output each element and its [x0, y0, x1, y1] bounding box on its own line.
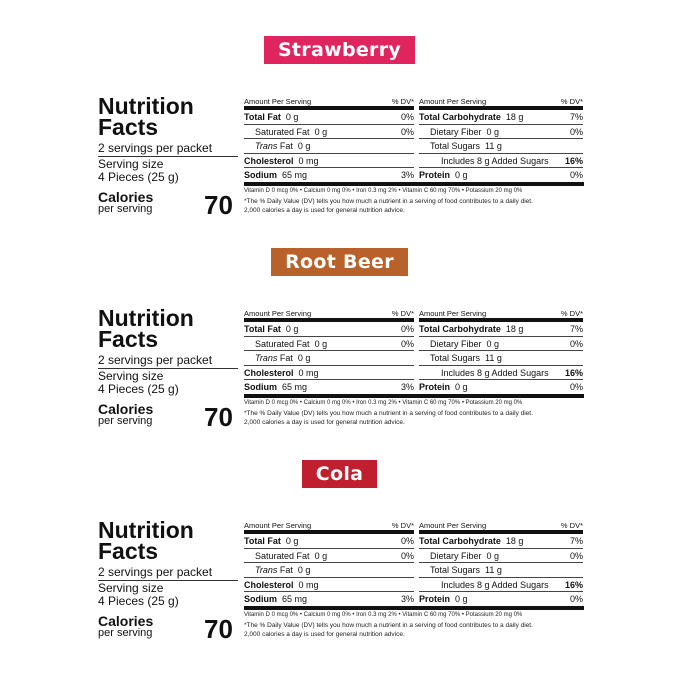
nutrient-table-left	[244, 308, 414, 394]
nutrient-amount: 0 mg	[298, 579, 319, 590]
row-total-fat	[244, 534, 414, 549]
row-total-fat	[244, 322, 414, 337]
row-total-carbohydrate	[419, 110, 583, 125]
row-trans-fat	[244, 351, 414, 366]
nutrient-amount: 0 g	[486, 126, 500, 137]
nutrition-facts-panel	[98, 517, 584, 648]
nutrient-name: Total Carbohydrate	[419, 112, 501, 122]
nutrient-name: Saturated Fat	[255, 338, 310, 349]
nutrient-dv: 0%	[569, 550, 583, 561]
row-total-sugars	[419, 351, 583, 366]
footnote-line2: 2,000 calories a day is used for general nutrition advice.	[244, 419, 405, 426]
nutrient-dv: 0%	[569, 382, 583, 392]
row-dietary-fiber	[419, 549, 583, 564]
nutrient-amount: 0 g	[285, 324, 299, 334]
nutrient-table-right	[419, 520, 583, 606]
nutrient-amount: 0 g	[486, 550, 500, 561]
row-total-fat	[244, 110, 414, 125]
nutrient-name: Total Sugars	[430, 353, 481, 363]
row-trans-fat	[244, 563, 414, 578]
nutrient-amount: 18 g	[505, 324, 524, 334]
amount-per-serving-label: Amount Per Serving	[244, 521, 312, 530]
row-protein	[419, 168, 583, 182]
nutrient-dv: 0%	[400, 536, 414, 546]
nutrient-name-italic: Trans	[255, 141, 278, 151]
footnote-line1: *The % Daily Value (DV) tells you how much a nutrient in a serving of food contributes to a daily diet.	[244, 410, 533, 417]
vitamins-minerals-line: Vitamin D 0 mcg 0% • Calcium 0 mg 0% • Iron 0.3 mg 2% • Vitamin C 60 mg 70% • Potassium 20 mg 0%	[244, 188, 523, 194]
nutrient-amount: 0 g	[455, 170, 468, 180]
flavor-title: Root Beer	[271, 248, 408, 276]
nutrient-name-italic: Trans	[255, 565, 278, 575]
calories-label: Calories	[98, 401, 154, 417]
row-protein	[419, 380, 583, 394]
nutrient-name: Dietary Fiber	[430, 126, 482, 137]
row-trans-fat	[244, 139, 414, 154]
nutrient-name: Dietary Fiber	[430, 338, 482, 349]
nutrition-facts-panel	[98, 93, 584, 224]
nutrient-dv: 0%	[400, 112, 414, 122]
nutrient-dv: 0%	[400, 550, 414, 561]
calories-value: 70	[204, 402, 233, 432]
nutrient-name: Saturated Fat	[255, 126, 310, 137]
nutrient-amount: 0 g	[314, 338, 328, 349]
nutrient-name: Cholesterol	[244, 155, 294, 166]
nutrient-name: Total Fat	[244, 112, 281, 122]
nutrient-dv: 16%	[564, 579, 583, 590]
nutrient-name: Dietary Fiber	[430, 550, 482, 561]
calories-label: Calories	[98, 613, 154, 629]
serving-size-value: 4 Pieces (25 g)	[98, 594, 179, 608]
footnote-line2: 2,000 calories a day is used for general nutrition advice.	[244, 631, 405, 638]
nutrient-dv: 0%	[569, 338, 583, 349]
nutrient-amount: 11 g	[485, 565, 502, 575]
nutrient-amount: 0 g	[455, 594, 468, 604]
daily-value-footnote	[244, 409, 584, 427]
row-total-sugars	[419, 139, 583, 154]
row-saturated-fat	[244, 549, 414, 564]
nutrient-amount: 18 g	[505, 112, 524, 122]
nutrient-name: Sodium	[244, 594, 277, 604]
nutrient-name: Total Fat	[244, 536, 281, 546]
nutrient-name: Sodium	[244, 170, 277, 180]
row-total-sugars	[419, 563, 583, 578]
row-total-carbohydrate	[419, 322, 583, 337]
nutrient-amount: 11 g	[485, 141, 502, 151]
nutrient-dv: 0%	[569, 126, 583, 137]
row-protein	[419, 592, 583, 606]
row-added-sugars	[419, 578, 583, 593]
table-header	[244, 96, 414, 110]
calories-label: Calories	[98, 189, 154, 205]
nutrient-name: Total Carbohydrate	[419, 536, 501, 546]
nutrient-name: Fat	[279, 565, 293, 575]
nutrient-amount: 0 g	[285, 536, 299, 546]
nutrient-dv: 7%	[569, 112, 583, 122]
dv-header: % DV*	[391, 309, 414, 318]
nutrient-name: Sodium	[244, 382, 277, 392]
serving-size-value: 4 Pieces (25 g)	[98, 170, 179, 184]
row-cholesterol	[244, 578, 414, 593]
table-header	[419, 308, 583, 322]
title-line1: Nutrition	[98, 93, 194, 119]
flavor-title: Cola	[302, 460, 378, 488]
table-header	[244, 520, 414, 534]
nutrient-dv: 0%	[400, 338, 414, 349]
nutrient-dv: 3%	[400, 382, 414, 392]
nutrient-dv: 16%	[564, 155, 583, 166]
amount-per-serving-label: Amount Per Serving	[419, 521, 487, 530]
dv-header: % DV*	[560, 97, 583, 106]
row-total-carbohydrate	[419, 534, 583, 549]
row-cholesterol	[244, 366, 414, 381]
nutrient-dv: 0%	[569, 594, 583, 604]
nutrient-amount: 0 g	[297, 141, 311, 151]
amount-per-serving-label: Amount Per Serving	[419, 97, 487, 106]
nutrient-name: Fat	[279, 353, 293, 363]
nutrient-amount: 0 g	[455, 382, 468, 392]
title-line2: Facts	[98, 538, 159, 564]
nutrient-dv: 0%	[400, 324, 414, 334]
nutrient-name: Protein	[419, 170, 451, 180]
table-header	[419, 520, 583, 534]
nutrient-amount: 18 g	[505, 536, 524, 546]
nutrient-dv: 0%	[569, 170, 583, 180]
row-sodium	[244, 168, 414, 182]
flavor-title: Strawberry	[264, 36, 415, 64]
nutrient-name: Includes 8 g Added Sugars	[441, 155, 549, 166]
row-added-sugars	[419, 366, 583, 381]
nutrition-facts-title	[98, 93, 194, 140]
dv-header: % DV*	[560, 309, 583, 318]
nutrient-amount: 0 g	[297, 353, 311, 363]
nutrient-table-left	[244, 520, 414, 606]
nutrient-amount: 65 mg	[282, 170, 308, 180]
row-cholesterol	[244, 154, 414, 169]
nutrient-name: Includes 8 g Added Sugars	[441, 579, 549, 590]
nutrient-amount: 65 mg	[282, 382, 308, 392]
row-saturated-fat	[244, 125, 414, 140]
per-serving-label: per serving	[98, 203, 153, 215]
thick-divider	[244, 182, 584, 186]
nutrient-amount: 0 g	[486, 338, 500, 349]
nutrient-amount: 0 g	[285, 112, 299, 122]
title-line2: Facts	[98, 326, 159, 352]
title-line2: Facts	[98, 114, 159, 140]
nutrient-name: Includes 8 g Added Sugars	[441, 367, 549, 378]
vitamins-minerals-line: Vitamin D 0 mcg 0% • Calcium 0 mg 0% • Iron 0.3 mg 2% • Vitamin C 60 mg 70% • Potassium 20 mg 0%	[244, 612, 523, 618]
row-saturated-fat	[244, 337, 414, 352]
table-header	[244, 308, 414, 322]
row-dietary-fiber	[419, 125, 583, 140]
footnote-line2: 2,000 calories a day is used for general nutrition advice.	[244, 207, 405, 214]
nutrient-amount: 0 g	[314, 550, 328, 561]
nutrient-name: Total Sugars	[430, 565, 481, 575]
nutrient-name-italic: Trans	[255, 353, 278, 363]
daily-value-footnote	[244, 197, 584, 215]
footnote-line1: *The % Daily Value (DV) tells you how much a nutrient in a serving of food contributes to a daily diet.	[244, 622, 533, 629]
flavor-banner-3	[0, 460, 679, 488]
nutrient-dv: 16%	[564, 367, 583, 378]
table-header	[419, 96, 583, 110]
nutrient-dv: 7%	[569, 536, 583, 546]
row-dietary-fiber	[419, 337, 583, 352]
row-sodium	[244, 380, 414, 394]
nutrition-facts-title	[98, 305, 194, 352]
calories-value: 70	[204, 190, 233, 220]
nutrient-name: Protein	[419, 594, 451, 604]
serving-size-label: Serving size	[98, 581, 164, 595]
row-sodium	[244, 592, 414, 606]
daily-value-footnote	[244, 621, 584, 639]
amount-per-serving-label: Amount Per Serving	[244, 97, 312, 106]
dv-header: % DV*	[391, 97, 414, 106]
servings-per-packet: 2 servings per packet	[98, 353, 213, 367]
flavor-banner-1	[0, 36, 679, 64]
nutrient-dv: 3%	[400, 594, 414, 604]
per-serving-label: per serving	[98, 415, 153, 427]
nutrient-amount: 0 g	[314, 126, 328, 137]
thick-divider	[244, 394, 584, 398]
nutrient-name: Protein	[419, 382, 451, 392]
thick-divider	[244, 606, 584, 610]
title-line1: Nutrition	[98, 517, 194, 543]
vitamins-minerals-line: Vitamin D 0 mcg 0% • Calcium 0 mg 0% • Iron 0.3 mg 2% • Vitamin C 60 mg 70% • Potassium 20 mg 0%	[244, 400, 523, 406]
nutrient-amount: 65 mg	[282, 594, 308, 604]
servings-per-packet: 2 servings per packet	[98, 565, 213, 579]
dv-header: % DV*	[560, 521, 583, 530]
footnote-line1: *The % Daily Value (DV) tells you how much a nutrient in a serving of food contributes to a daily diet.	[244, 198, 533, 205]
serving-size-label: Serving size	[98, 369, 164, 383]
nutrient-table-right	[419, 308, 583, 394]
nutrient-name: Total Carbohydrate	[419, 324, 501, 334]
nutrient-table-right	[419, 96, 583, 182]
nutrient-name: Total Sugars	[430, 141, 481, 151]
amount-per-serving-label: Amount Per Serving	[419, 309, 487, 318]
flavor-banner-2	[0, 248, 679, 276]
nutrient-dv: 7%	[569, 324, 583, 334]
nutrient-name: Fat	[279, 141, 293, 151]
nutrient-dv: 3%	[400, 170, 414, 180]
nutrient-name: Cholesterol	[244, 367, 294, 378]
nutrient-name: Cholesterol	[244, 579, 294, 590]
nutrient-name: Total Fat	[244, 324, 281, 334]
nutrient-amount: 0 mg	[298, 155, 319, 166]
dv-header: % DV*	[391, 521, 414, 530]
serving-size-value: 4 Pieces (25 g)	[98, 382, 179, 396]
nutrient-amount: 0 g	[297, 565, 311, 575]
nutrient-table-left	[244, 96, 414, 182]
nutrient-amount: 11 g	[485, 353, 502, 363]
title-line1: Nutrition	[98, 305, 194, 331]
nutrition-facts-panel	[98, 305, 584, 436]
serving-size-label: Serving size	[98, 157, 164, 171]
per-serving-label: per serving	[98, 627, 153, 639]
row-added-sugars	[419, 154, 583, 169]
nutrient-amount: 0 mg	[298, 367, 319, 378]
servings-per-packet: 2 servings per packet	[98, 141, 213, 155]
nutrient-dv: 0%	[400, 126, 414, 137]
nutrition-facts-title	[98, 517, 194, 564]
nutrient-name: Saturated Fat	[255, 550, 310, 561]
calories-value: 70	[204, 614, 233, 644]
amount-per-serving-label: Amount Per Serving	[244, 309, 312, 318]
